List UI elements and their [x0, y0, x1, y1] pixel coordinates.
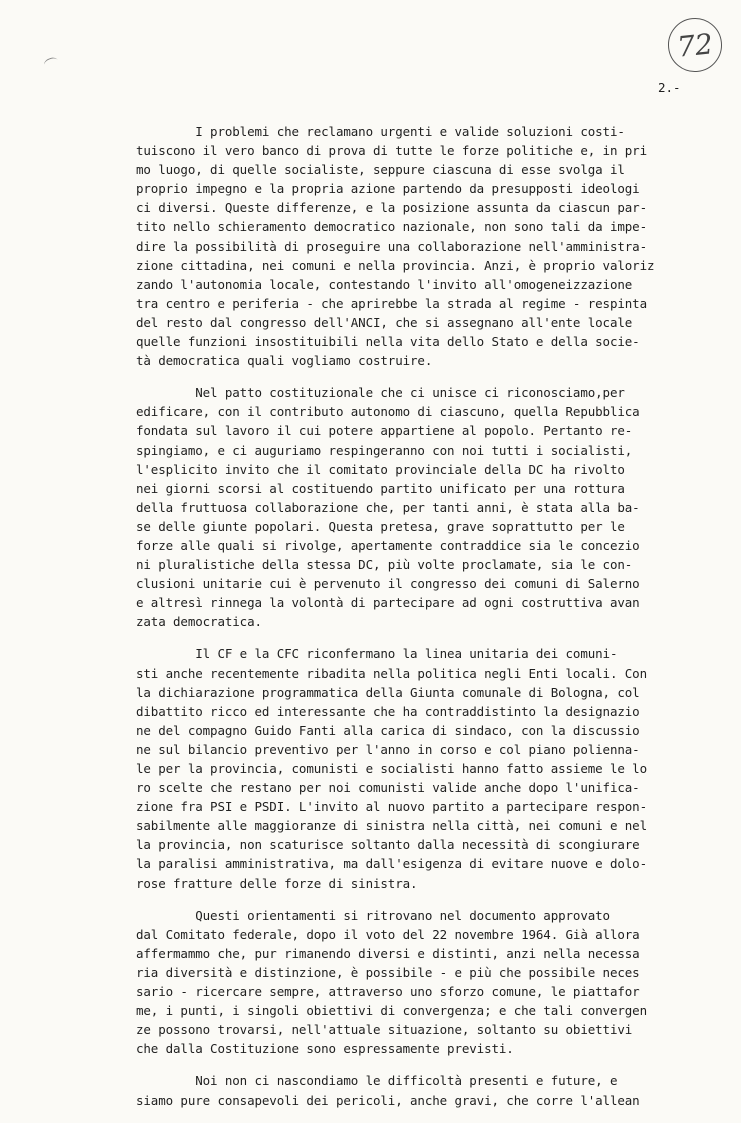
text-line: edificare, con il contributo autonomo di ciascuno, quella Repubblica [136, 404, 640, 420]
text-line: forze alle quali si rivolge, apertamente contraddice sia le concezio [136, 537, 640, 553]
text-line: clusioni unitarie cui è pervenuto il congresso dei comuni di Salerno [136, 576, 640, 592]
paragraph [136, 906, 696, 1059]
text-line: rose fratture delle forze di sinistra. [136, 875, 418, 891]
text-line: I problemi che reclamano urgenti e valide soluzioni costi- [136, 124, 625, 139]
text-line: zando l'autonomia locale, contestando l'invito all'omogeneizzazione [136, 276, 633, 292]
text-line: l'esplicito invito che il comitato provinciale della DC ha rivolto [136, 461, 625, 477]
text-line: tà democratica quali vogliamo costruire. [136, 353, 433, 369]
text-line: della fruttuosa collaborazione che, per tanti anni, è stata alla ba- [136, 499, 640, 515]
text-line: fondata sul lavoro il cui potere appartiene al popolo. Pertanto re- [136, 423, 633, 439]
text-line: zata democratica. [136, 614, 262, 630]
text-line: ne del compagno Guido Fanti alla carica di sindaco, con la discussio [136, 722, 640, 738]
text-line: sario - ricercare sempre, attraverso uno sforzo comune, le piattafor [136, 984, 640, 1000]
text-line: Questi orientamenti si ritrovano nel documento approvato [136, 907, 610, 923]
text-line: la paralisi amministrativa, ma dall'esigenza di evitare nuove e dolo- [136, 856, 647, 872]
text-line: Noi non ci nascondiamo le difficoltà presenti e future, e [136, 1073, 618, 1089]
text-line: tuiscono il vero banco di prova di tutte le forze politiche e, in pri [136, 143, 647, 159]
text-line: dibattito ricco ed interessante che ha contraddistinto la designazio [136, 703, 640, 719]
archive-stamp: 72 [665, 15, 724, 74]
text-line: se delle giunte popolari. Questa pretesa, grave soprattutto per le [136, 518, 625, 534]
text-line: zione fra PSI e PSDI. L'invito al nuovo partito a partecipare respon- [136, 799, 647, 815]
text-line: ci diversi. Queste differenze, e la posizione assunta da ciascun par- [136, 200, 647, 216]
text-line: le per la provincia, comunisti e socialisti hanno fatto assieme le lo [136, 761, 647, 776]
text-line: che dalla Costituzione sono espressamente previsti. [136, 1041, 514, 1057]
text-line: ne sul bilancio preventivo per l'anno in corso e col piano polienna- [136, 741, 640, 757]
text-line: spingiamo, e ci auguriamo respingeranno con noi tutti i socialisti, [136, 442, 633, 458]
paragraph [136, 122, 696, 370]
paragraph [136, 383, 696, 631]
text-line: quelle funzioni insostituibili nella vita dello Stato e della socie- [136, 334, 640, 350]
text-line: zione cittadina, nei comuni e nella provincia. Anzi, è proprio valoriz [136, 257, 655, 273]
ink-mark [43, 56, 59, 69]
text-line: dal Comitato federale, dopo il voto del 22 novembre 1964. Già allora [136, 926, 640, 942]
text-line: ria diversità e distinzione, è possibile - e più che possibile neces [136, 964, 640, 980]
text-line: ro scelte che restano per noi comunisti valide anche dopo l'unifica- [136, 780, 640, 796]
text-line: affermammo che, pur rimanendo diversi e distinti, anzi nella necessa [136, 945, 640, 961]
body-text [136, 122, 696, 1123]
text-line: tra centro e periferia - che aprirebbe la strada al regime - respinta [136, 295, 647, 311]
text-line: la dichiarazione programmatica della Giunta comunale di Bologna, col [136, 684, 640, 700]
text-line: me, i punti, i singoli obiettivi di convergenza; e che tali convergen [136, 1003, 647, 1019]
text-line: mo luogo, di quelle socialiste, seppure ciascuna di esse svolga il [136, 162, 625, 178]
paragraph [136, 1071, 696, 1109]
text-line: la provincia, non scaturisce soltanto dalla necessità di scongiurare [136, 837, 640, 853]
text-line: nei giorni scorsi al costituendo partito unificato per una rottura [136, 480, 625, 496]
page-number: 2.- [658, 80, 681, 95]
text-line: sti anche recentemente ribadita nella politica negli Enti locali. Con [136, 665, 647, 681]
text-line: proprio impegno e la propria azione partendo da presupposti ideologi [136, 181, 640, 197]
text-line: Il CF e la CFC riconfermano la linea unitaria dei comuni- [136, 646, 618, 662]
text-line: del resto dal congresso dell'ANCI, che si assegnano all'ente locale [136, 314, 633, 330]
text-line: dire la possibilità di proseguire una collaborazione nell'amministra- [136, 238, 647, 254]
text-line: siamo pure consapevoli dei pericoli, anche gravi, che corre l'allean [136, 1092, 640, 1108]
text-line: tito nello schieramento democratico nazionale, non sono tali da impe- [136, 219, 647, 235]
text-line: sabilmente alle maggioranze di sinistra nella città, nei comuni e nel [136, 818, 647, 834]
text-line: Nel patto costituzionale che ci unisce ci riconosciamo,per [136, 385, 625, 401]
paragraph [136, 644, 696, 892]
text-line: ze possono trovarsi, nell'attuale situazione, soltanto su obiettivi [136, 1022, 633, 1038]
text-line: ni pluralistiche della stessa DC, più volte proclamate, sia le con- [136, 557, 633, 573]
text-line: e altresì rinnega la volontà di partecipare ad ogni costruttiva avan [136, 595, 640, 611]
